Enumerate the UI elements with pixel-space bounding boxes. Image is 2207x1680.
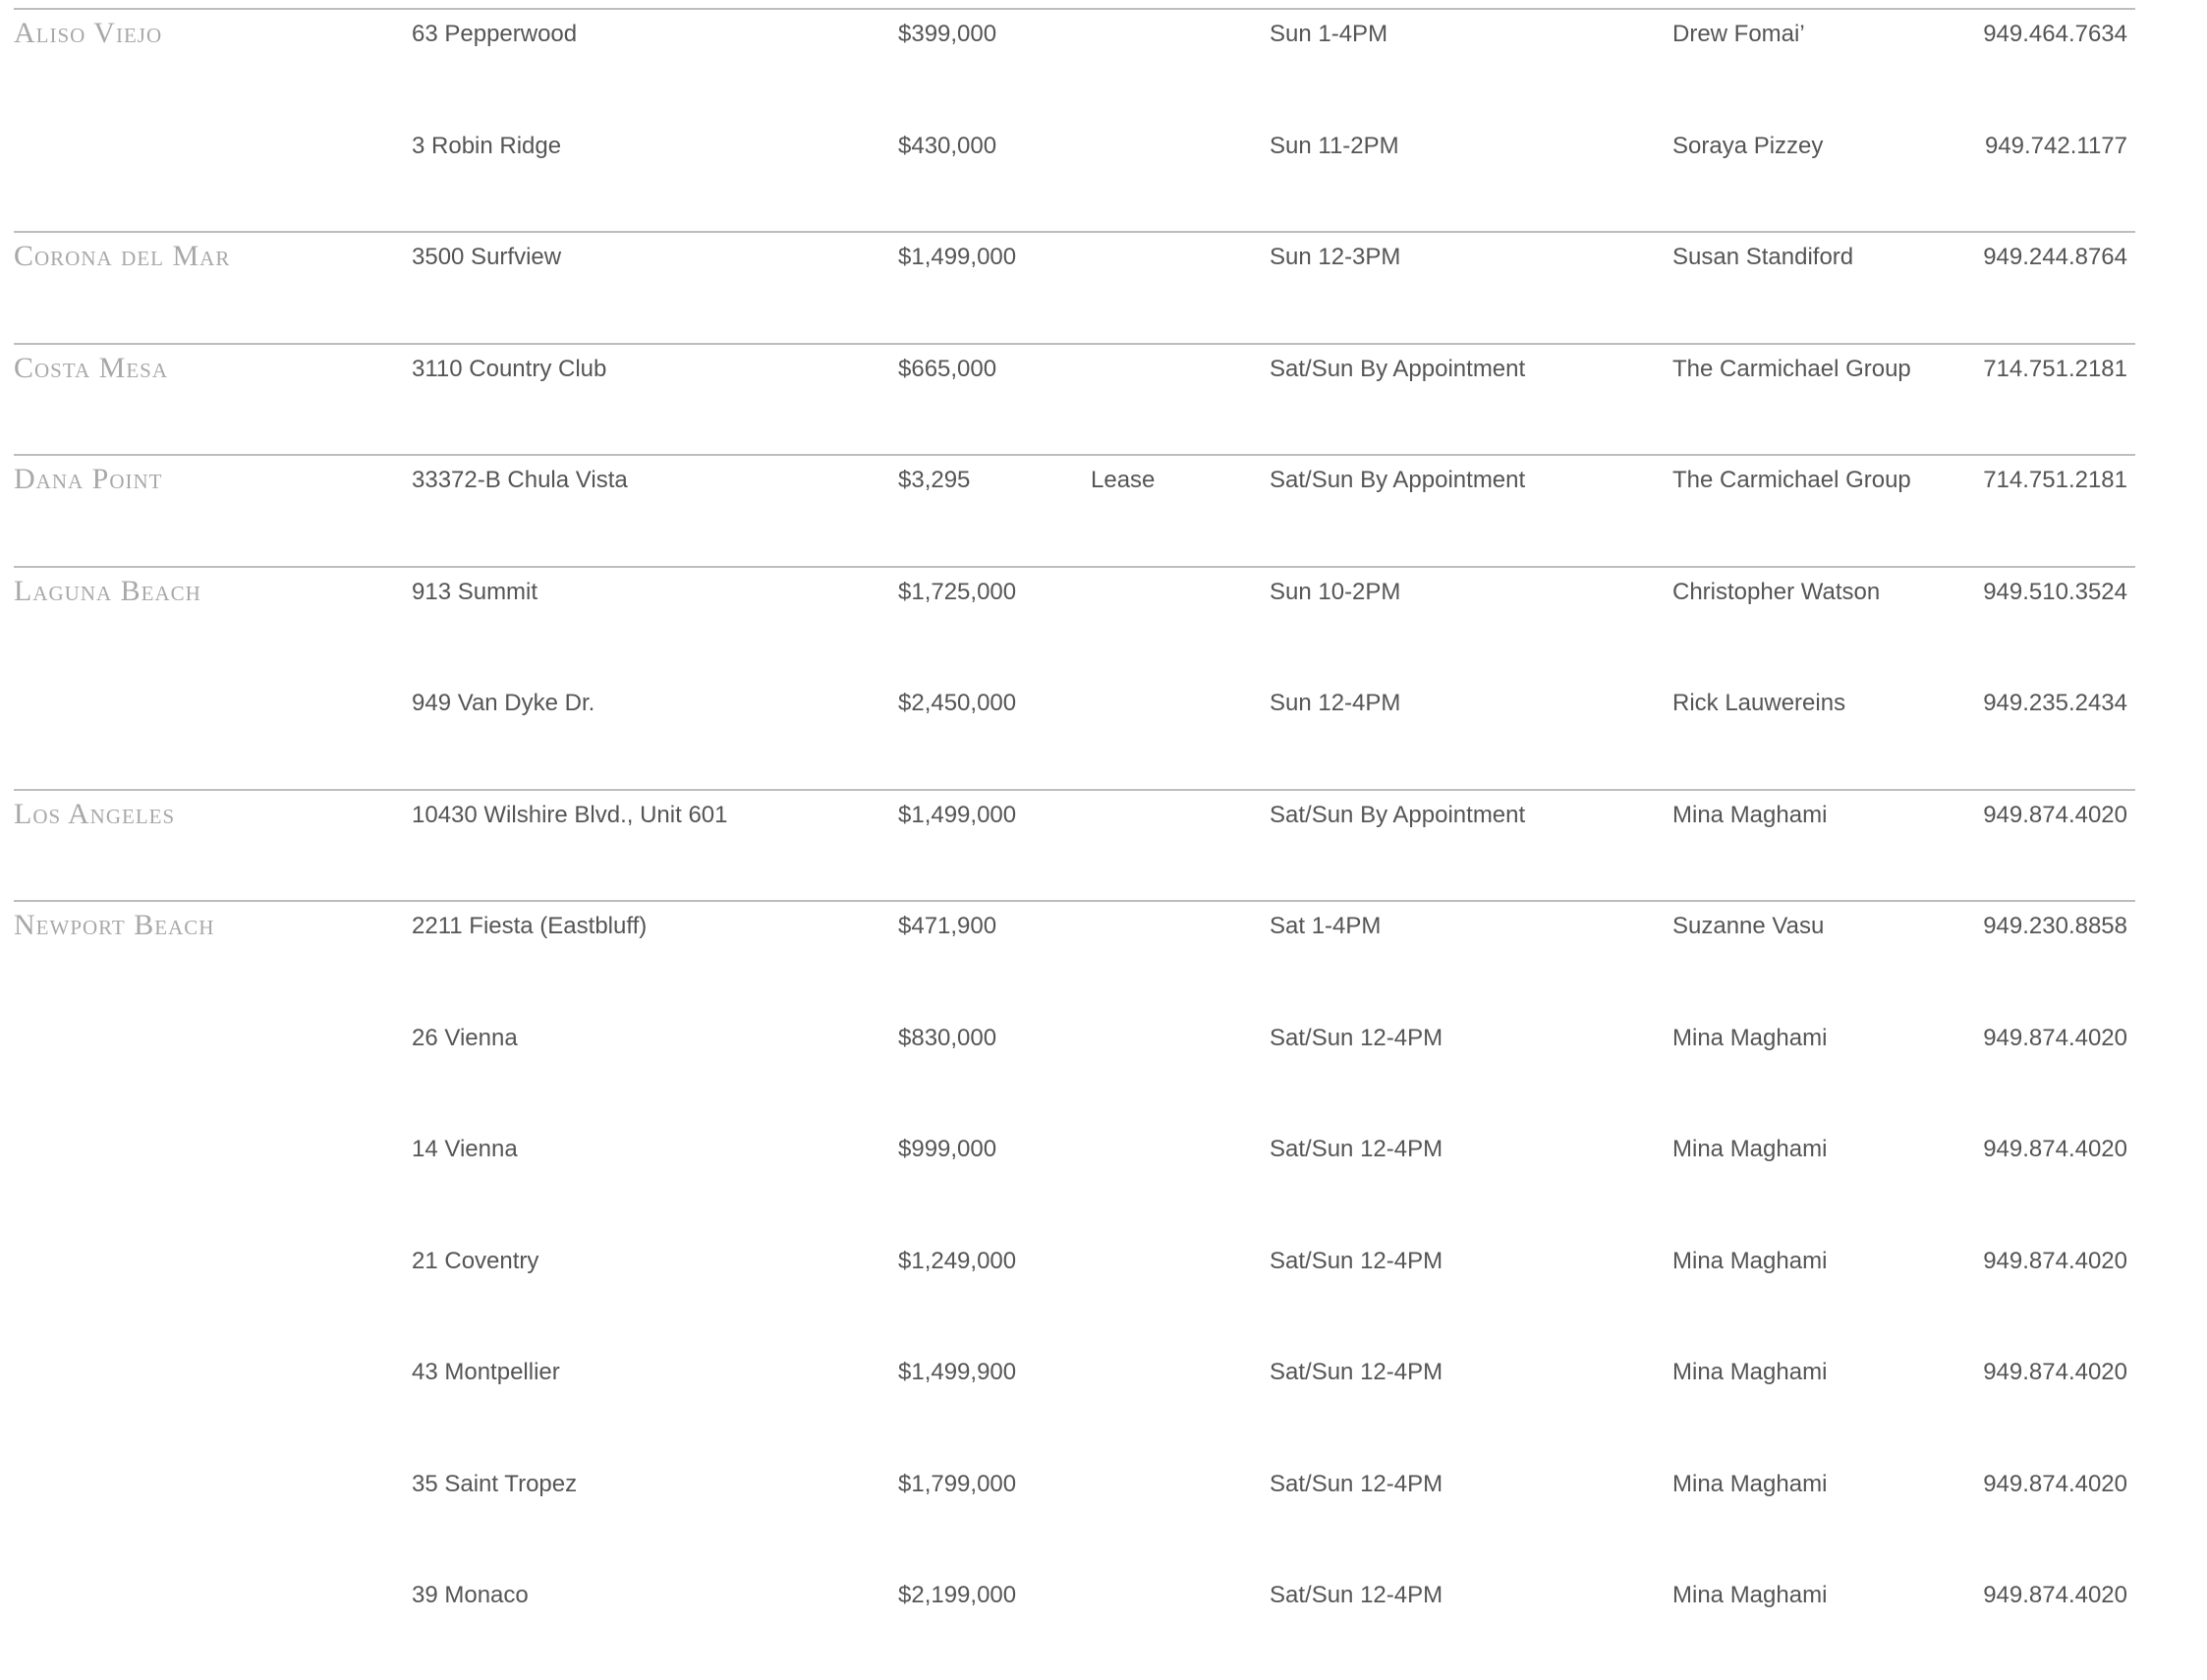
agent-phone: 949.510.3524 [1983, 578, 2127, 605]
agent-phone: 949.244.8764 [1983, 244, 2127, 270]
listing-address: 3110 Country Club [412, 355, 607, 382]
listing-row [0, 1346, 2207, 1457]
agent-name: Mina Maghami [1672, 1470, 1828, 1497]
listing-row [0, 1012, 2207, 1123]
listing-row [0, 231, 2207, 342]
agent-name: The Carmichael Group [1672, 355, 1911, 382]
open-house-time: Sun 10-2PM [1270, 578, 1401, 605]
agent-name: Susan Standiford [1672, 244, 1854, 270]
listing-row [0, 789, 2207, 900]
open-house-time: Sun 1-4PM [1270, 21, 1388, 47]
open-house-time: Sat/Sun 12-4PM [1270, 1359, 1443, 1385]
listing-row [0, 900, 2207, 1011]
agent-name: Mina Maghami [1672, 1024, 1828, 1051]
listing-row [0, 454, 2207, 565]
listing-price: $1,249,000 [898, 1247, 1017, 1274]
agent-phone: 949.874.4020 [1983, 1247, 2127, 1274]
agent-phone: 949.235.2434 [1983, 690, 2127, 716]
listing-price: $1,499,000 [898, 244, 1017, 270]
agent-name: Mina Maghami [1672, 1247, 1828, 1274]
open-house-time: Sat/Sun By Appointment [1270, 467, 1526, 493]
agent-name: Rick Lauwereins [1672, 690, 1846, 716]
listing-price: $1,499,000 [898, 801, 1017, 828]
agent-name: Mina Maghami [1672, 801, 1828, 828]
open-house-time: Sun 12-3PM [1270, 244, 1401, 270]
listing-price: $999,000 [898, 1136, 997, 1162]
agent-name: The Carmichael Group [1672, 467, 1911, 493]
listing-price: $2,450,000 [898, 690, 1017, 716]
city-name: Los Angeles [14, 797, 176, 830]
city-name: Corona del Mar [14, 240, 231, 272]
listing-row [0, 1569, 2207, 1680]
open-house-time: Sat/Sun 12-4PM [1270, 1024, 1443, 1051]
open-house-time: Sun 12-4PM [1270, 690, 1401, 716]
listing-address: 63 Pepperwood [412, 21, 578, 47]
listing-price: $399,000 [898, 21, 997, 47]
listing-row [0, 120, 2207, 231]
agent-phone: 949.742.1177 [1984, 132, 2127, 159]
city-name: Laguna Beach [14, 574, 201, 607]
agent-name: Mina Maghami [1672, 1359, 1828, 1385]
open-house-time: Sat 1-4PM [1270, 913, 1382, 939]
listing-row [0, 566, 2207, 677]
listing-price: $471,900 [898, 913, 997, 939]
agent-name: Drew Fomai’ [1672, 21, 1805, 47]
city-name: Dana Point [14, 463, 163, 495]
listing-price: $1,725,000 [898, 578, 1017, 605]
listing-row [0, 8, 2207, 119]
agent-phone: 949.464.7634 [1983, 21, 2127, 47]
listing-address: 3500 Surfview [412, 244, 562, 270]
listing-row [0, 1235, 2207, 1346]
listing-address: 913 Summit [412, 578, 538, 605]
listing-row [0, 343, 2207, 454]
listing-address: 2211 Fiesta (Eastbluff) [412, 913, 648, 939]
agent-phone: 949.874.4020 [1983, 1024, 2127, 1051]
open-house-time: Sat/Sun By Appointment [1270, 355, 1526, 382]
listing-address: 39 Monaco [412, 1582, 529, 1608]
agent-phone: 949.874.4020 [1983, 1136, 2127, 1162]
agent-phone: 949.874.4020 [1983, 1470, 2127, 1497]
agent-phone: 714.751.2181 [1983, 467, 2127, 493]
listing-address: 3 Robin Ridge [412, 132, 562, 159]
agent-phone: 949.874.4020 [1983, 801, 2127, 828]
listing-address: 21 Coventry [412, 1247, 539, 1274]
agent-name: Christopher Watson [1672, 578, 1881, 605]
listing-address: 26 Vienna [412, 1024, 518, 1051]
listing-price: $1,799,000 [898, 1470, 1017, 1497]
listing-address: 949 Van Dyke Dr. [412, 690, 595, 716]
agent-phone: 714.751.2181 [1983, 355, 2127, 382]
listing-price: $430,000 [898, 132, 997, 159]
city-name: Costa Mesa [14, 351, 169, 384]
open-house-time: Sat/Sun By Appointment [1270, 801, 1526, 828]
open-house-time: Sat/Sun 12-4PM [1270, 1582, 1443, 1608]
city-name: Newport Beach [14, 909, 215, 941]
listing-price: $665,000 [898, 355, 997, 382]
open-house-time: Sat/Sun 12-4PM [1270, 1470, 1443, 1497]
listing-address: 43 Montpellier [412, 1359, 560, 1385]
open-house-time: Sat/Sun 12-4PM [1270, 1136, 1443, 1162]
listing-type: Lease [1091, 467, 1156, 493]
agent-phone: 949.874.4020 [1983, 1582, 2127, 1608]
listing-row [0, 1123, 2207, 1234]
listing-price: $2,199,000 [898, 1582, 1017, 1608]
agent-name: Suzanne Vasu [1672, 913, 1825, 939]
listing-address: 14 Vienna [412, 1136, 518, 1162]
open-house-time: Sat/Sun 12-4PM [1270, 1247, 1443, 1274]
listing-row [0, 1458, 2207, 1569]
agent-name: Mina Maghami [1672, 1582, 1828, 1608]
agent-phone: 949.874.4020 [1983, 1359, 2127, 1385]
agent-name: Mina Maghami [1672, 1136, 1828, 1162]
listing-address: 35 Saint Tropez [412, 1470, 578, 1497]
listing-address: 10430 Wilshire Blvd., Unit 601 [412, 801, 728, 828]
agent-name: Soraya Pizzey [1672, 132, 1824, 159]
listing-price: $1,499,900 [898, 1359, 1017, 1385]
listing-price: $3,295 [898, 467, 971, 493]
agent-phone: 949.230.8858 [1983, 913, 2127, 939]
open-house-time: Sun 11-2PM [1270, 132, 1399, 159]
listing-price: $830,000 [898, 1024, 997, 1051]
city-name: Aliso Viejo [14, 17, 163, 49]
listing-address: 33372-B Chula Vista [412, 467, 628, 493]
listing-row [0, 677, 2207, 788]
